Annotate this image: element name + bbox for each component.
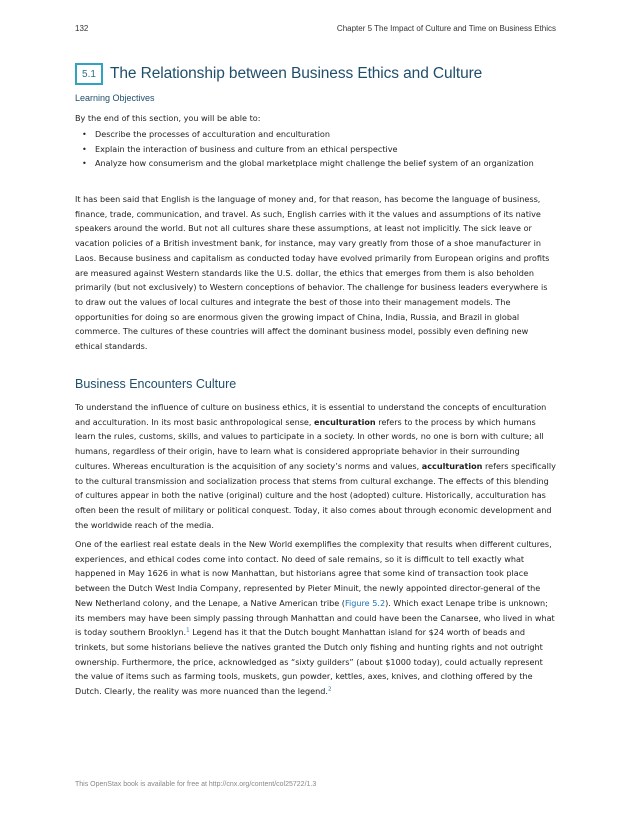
paragraph-text: refers to the process by which humans learn the rules, customs, skills, and values to participate in a society. In other words, no one is born with culture; all humans, regardless of their origin, have to learn what is considered appropriate behavior in their surrounding cultures. Whereas enculturation is the acquisition of any society’s norms and values,: [75, 416, 544, 471]
learning-objectives-title: Learning Objectives: [75, 93, 155, 103]
paragraph-text: ). Which exact Lenape tribe is unknown; its members may have been simply passing through Manhattan and could have been the Canarsee, who lived in what is today southern Brooklyn.: [75, 597, 555, 638]
list-item: • Explain the interaction of business and culture from an ethical perspective: [82, 142, 552, 157]
footnote-ref-1[interactable]: 1: [186, 627, 190, 634]
page-number: 132: [75, 24, 89, 33]
section-title: The Relationship between Business Ethics and Culture: [110, 65, 483, 82]
learning-objectives-intro: By the end of this section, you will be able to:: [75, 113, 261, 123]
key-term-acculturation: acculturation: [421, 460, 483, 471]
key-term-enculturation: enculturation: [314, 416, 376, 427]
body-paragraph: It has been said that English is the language of money and, for that reason, has become the language of business, finance, trade, communication, and travel. As such, English carries with it the values and assumptions of its native speakers around the world. But not all cultures share these assumptions, at least not implicitly. The sick leave or vacation policies of a British investment bank, for instance, may vary greatly from those of a shoe manufacturer in Laos. Because business and capitalism as conducted today have evolved primarily from European origins and profits are measured against Western standards like the U.S. dollar, the ethics that emerges from them is also beholden primarily (but not exclusively) to Western conceptions of behavior. The challenge for business leaders everywhere is to draw out the values of local cultures and integrate the best of those into their management models. The opportunities for doing so are enormous given the growing impact of China, India, Russia, and Brazil in global commerce. The cultures of these countries will affect the dominant business model, possibly even defining new ethical standards.: [75, 194, 550, 352]
body-paragraph: [75, 537, 557, 699]
running-header: [75, 24, 556, 33]
subsection-title: Business Encounters Culture: [75, 377, 237, 391]
section-number-badge: 5.1: [75, 63, 103, 85]
chapter-title: Chapter 5 The Impact of Culture and Time on Business Ethics: [336, 24, 556, 33]
body-paragraph: [75, 400, 557, 532]
paragraph-text: Legend has it that the Dutch bought Manhattan island for $24 worth of beads and trinkets, but some historians believe the natives granted the Dutch only fishing and hunting rights and not outright ownership. Furthermore, the price, acknowledged as “sixty guilders” (about $1000 today), could actually represent the value of items such as farming tools, muskets, gun powder, kettles, axes, knives, and clothing offered by the Dutch. Clearly, the reality was more nuanced than the legend.: [75, 627, 543, 697]
learning-objectives-list: [82, 127, 552, 171]
paragraph-text: refers specifically to the cultural transmission and socialization process that stems from cultural exchange. The effects of this blending of cultures appear in both the native (original) culture and the host (adopted) culture. Historically, acculturation has often been the result of military or political conquest. Today, it also comes about through economic development and the worldwide reach of the media.: [75, 460, 556, 530]
section-heading: [75, 63, 482, 85]
footnote-ref-2[interactable]: 2: [328, 686, 332, 693]
list-item: • Analyze how consumerism and the global marketplace might challenge the belief system of an organization: [82, 156, 552, 171]
paragraph-text: One of the earliest real estate deals in the New World exemplifies the complexity that results when different cultures, experiences, and ethical codes come into contact. No deed of sale remains, so it is difficult to tell exactly what happened in May 1626 in what is now Manhattan, but historians agree that some kind of transaction took place between the Dutch West India Company, represented by Pieter Minuit, the newly appointed director-general of the New Netherland colony, and the Lenape, a Native American tribe (: [75, 539, 552, 608]
paragraph-text: To understand the influence of culture on business ethics, it is essential to understand the concepts of enculturation and acculturation. In its most basic anthropological sense,: [75, 402, 547, 427]
page-footer: This OpenStax book is available for free at http://cnx.org/content/col25722/1.3: [75, 781, 317, 788]
figure-link[interactable]: Figure 5.2: [344, 597, 386, 608]
list-item: • Describe the processes of acculturation and enculturation: [82, 127, 552, 142]
